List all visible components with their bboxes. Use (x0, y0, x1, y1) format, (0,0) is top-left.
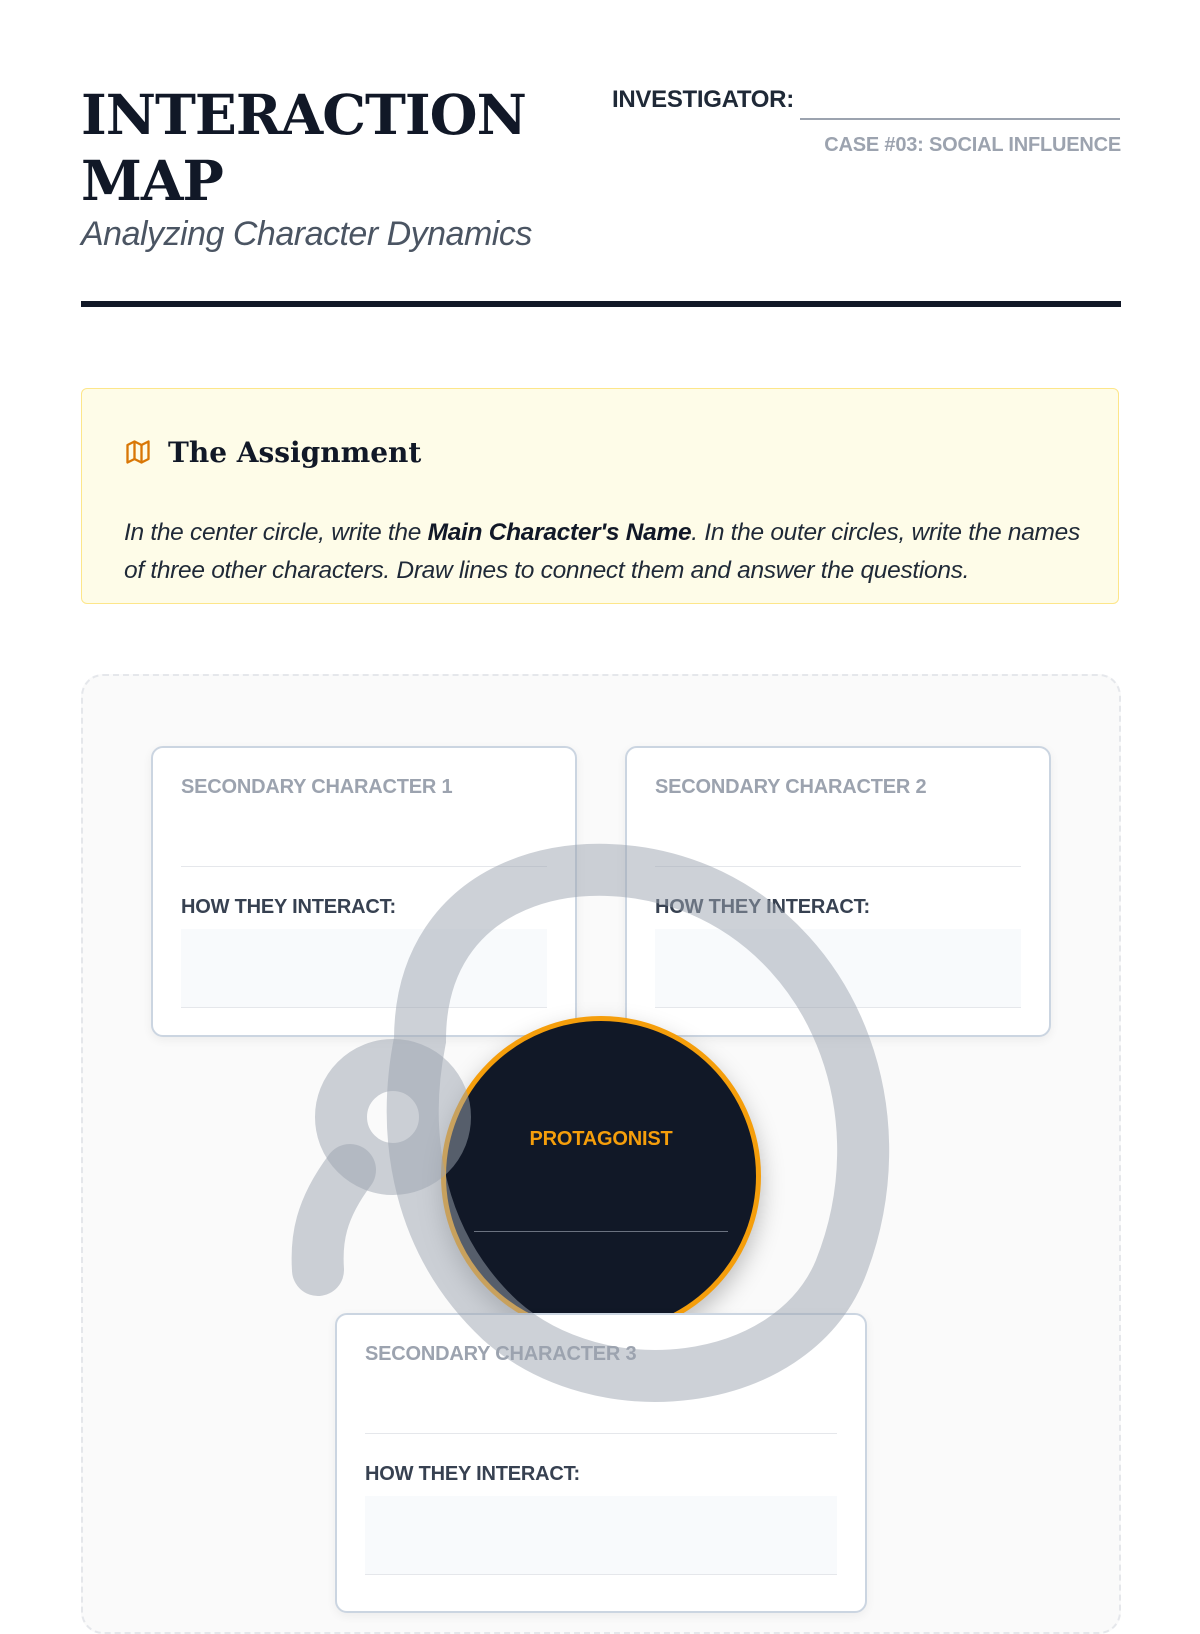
page-title: INTERACTION MAP (81, 82, 526, 213)
character-card-1 (151, 746, 577, 1037)
case-label: CASE #03: SOCIAL INFLUENCE (824, 134, 1121, 156)
interact-label: HOW THEY INTERACT: (655, 896, 870, 918)
interact-answer-box[interactable] (655, 929, 1021, 1008)
character-name-line[interactable] (655, 866, 1021, 867)
map-icon (124, 438, 152, 466)
investigator-field (612, 86, 1122, 122)
character-card-title: SECONDARY CHARACTER 2 (655, 776, 927, 798)
assignment-header (124, 435, 421, 469)
character-card-2 (625, 746, 1051, 1037)
interact-answer-box[interactable] (365, 1496, 837, 1575)
protagonist-name-line[interactable] (474, 1231, 728, 1232)
assignment-heading: The Assignment (168, 435, 422, 469)
interact-label: HOW THEY INTERACT: (365, 1463, 580, 1485)
assignment-panel (81, 388, 1119, 604)
investigator-label: INVESTIGATOR: (612, 86, 794, 113)
interact-label: HOW THEY INTERACT: (181, 896, 396, 918)
character-card-title: SECONDARY CHARACTER 3 (365, 1343, 637, 1365)
page-subtitle: Analyzing Character Dynamics (81, 215, 532, 253)
protagonist-circle (441, 1016, 761, 1336)
investigator-write-line[interactable] (800, 118, 1120, 120)
assignment-instructions: In the center circle, write the Main Character's Name. In the outer circles, write the names of three other characters. Draw lines to connect them and answer the questions. (124, 518, 1080, 584)
character-name-line[interactable] (365, 1433, 837, 1434)
interact-answer-box[interactable] (181, 929, 547, 1008)
header-divider (81, 301, 1121, 307)
character-card-title: SECONDARY CHARACTER 1 (181, 776, 453, 798)
protagonist-label: PROTAGONIST (529, 1128, 673, 1150)
assignment-emphasis: Main Character's Name (427, 518, 692, 546)
character-card-3 (335, 1313, 867, 1613)
character-name-line[interactable] (181, 866, 547, 867)
